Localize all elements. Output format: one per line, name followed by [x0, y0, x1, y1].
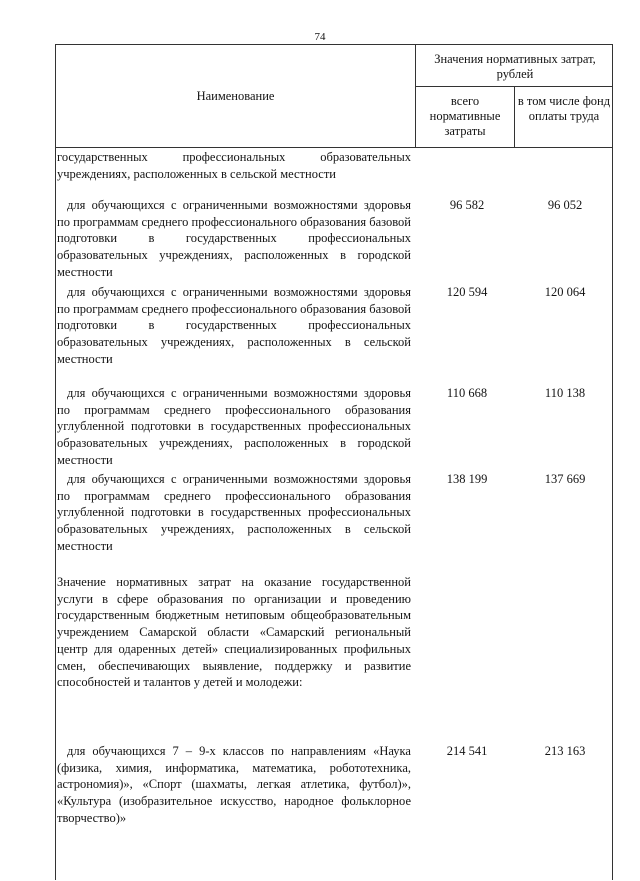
- row-name: для обучающихся с ограниченными возможностями здоровья по программам среднего профессионального образования базовой подготовки в государственных профессиональных образовательных учреждениях, расположенных в городской местности: [57, 198, 411, 279]
- row-name: для обучающихся 7 – 9-х классов по направлениям «Наука (физика, химия, информатика, математика, робототехника, астрономия)», «Спорт (шахматы, легкая атлетика, футбол)», «Культура (изобразительное искусство, народное фольклорное творчество)»: [57, 744, 411, 825]
- row-name: для обучающихся с ограниченными возможностями здоровья по программам среднего профессионального образования углубленной подготовки в государственных профессиональных образовательных учреждениях, расположенных в сельской местности: [57, 472, 411, 553]
- header-group: Значения нормативных затрат, рублей: [434, 52, 596, 81]
- header-wage-fund: в том числе фонд оплаты труда: [517, 94, 611, 123]
- row-wage-fund: 110 138: [544, 386, 586, 400]
- header-name: Наименование: [196, 89, 275, 103]
- row-wage-fund: 120 064: [544, 285, 586, 299]
- row-name: для обучающихся с ограниченными возможностями здоровья по программам среднего профессионального образования углубленной подготовки в государственных профессиональных образовательных учреждениях, расположенных в городской местности: [57, 386, 411, 467]
- row-total: 120 594: [446, 285, 488, 299]
- header-bottom-border: [55, 147, 613, 148]
- row-wage-fund: 96 052: [547, 198, 583, 212]
- row-wage-fund: 137 669: [544, 472, 586, 486]
- page-number: 74: [314, 31, 326, 43]
- row-total: 110 668: [446, 386, 488, 400]
- row-name: Значение нормативных затрат на оказание государственной услуги в сфере образования по организации и проведению государственным бюджетным нетиповым общеобразовательным учреждением Самарской области «Самарский региональный центр для одаренных детей» специализированных профильных смен, обеспечивающих выявление, поддержку и развитие способностей и талантов у детей и молодежи:: [57, 575, 411, 690]
- row-total: 96 582: [449, 198, 485, 212]
- row-name: государственных профессиональных образовательных учреждениях, расположенных в сельской местности: [57, 150, 411, 181]
- table-top-border: [55, 44, 613, 45]
- row-wage-fund: 213 163: [544, 744, 586, 758]
- row-total: 138 199: [446, 472, 488, 486]
- row-total: 214 541: [446, 744, 488, 758]
- row-name: для обучающихся с ограниченными возможностями здоровья по программам среднего профессионального образования базовой подготовки в государственных профессиональных образовательных учреждениях, расположенных в сельской местности: [57, 285, 411, 366]
- header-total: всего нормативные затраты: [429, 94, 501, 138]
